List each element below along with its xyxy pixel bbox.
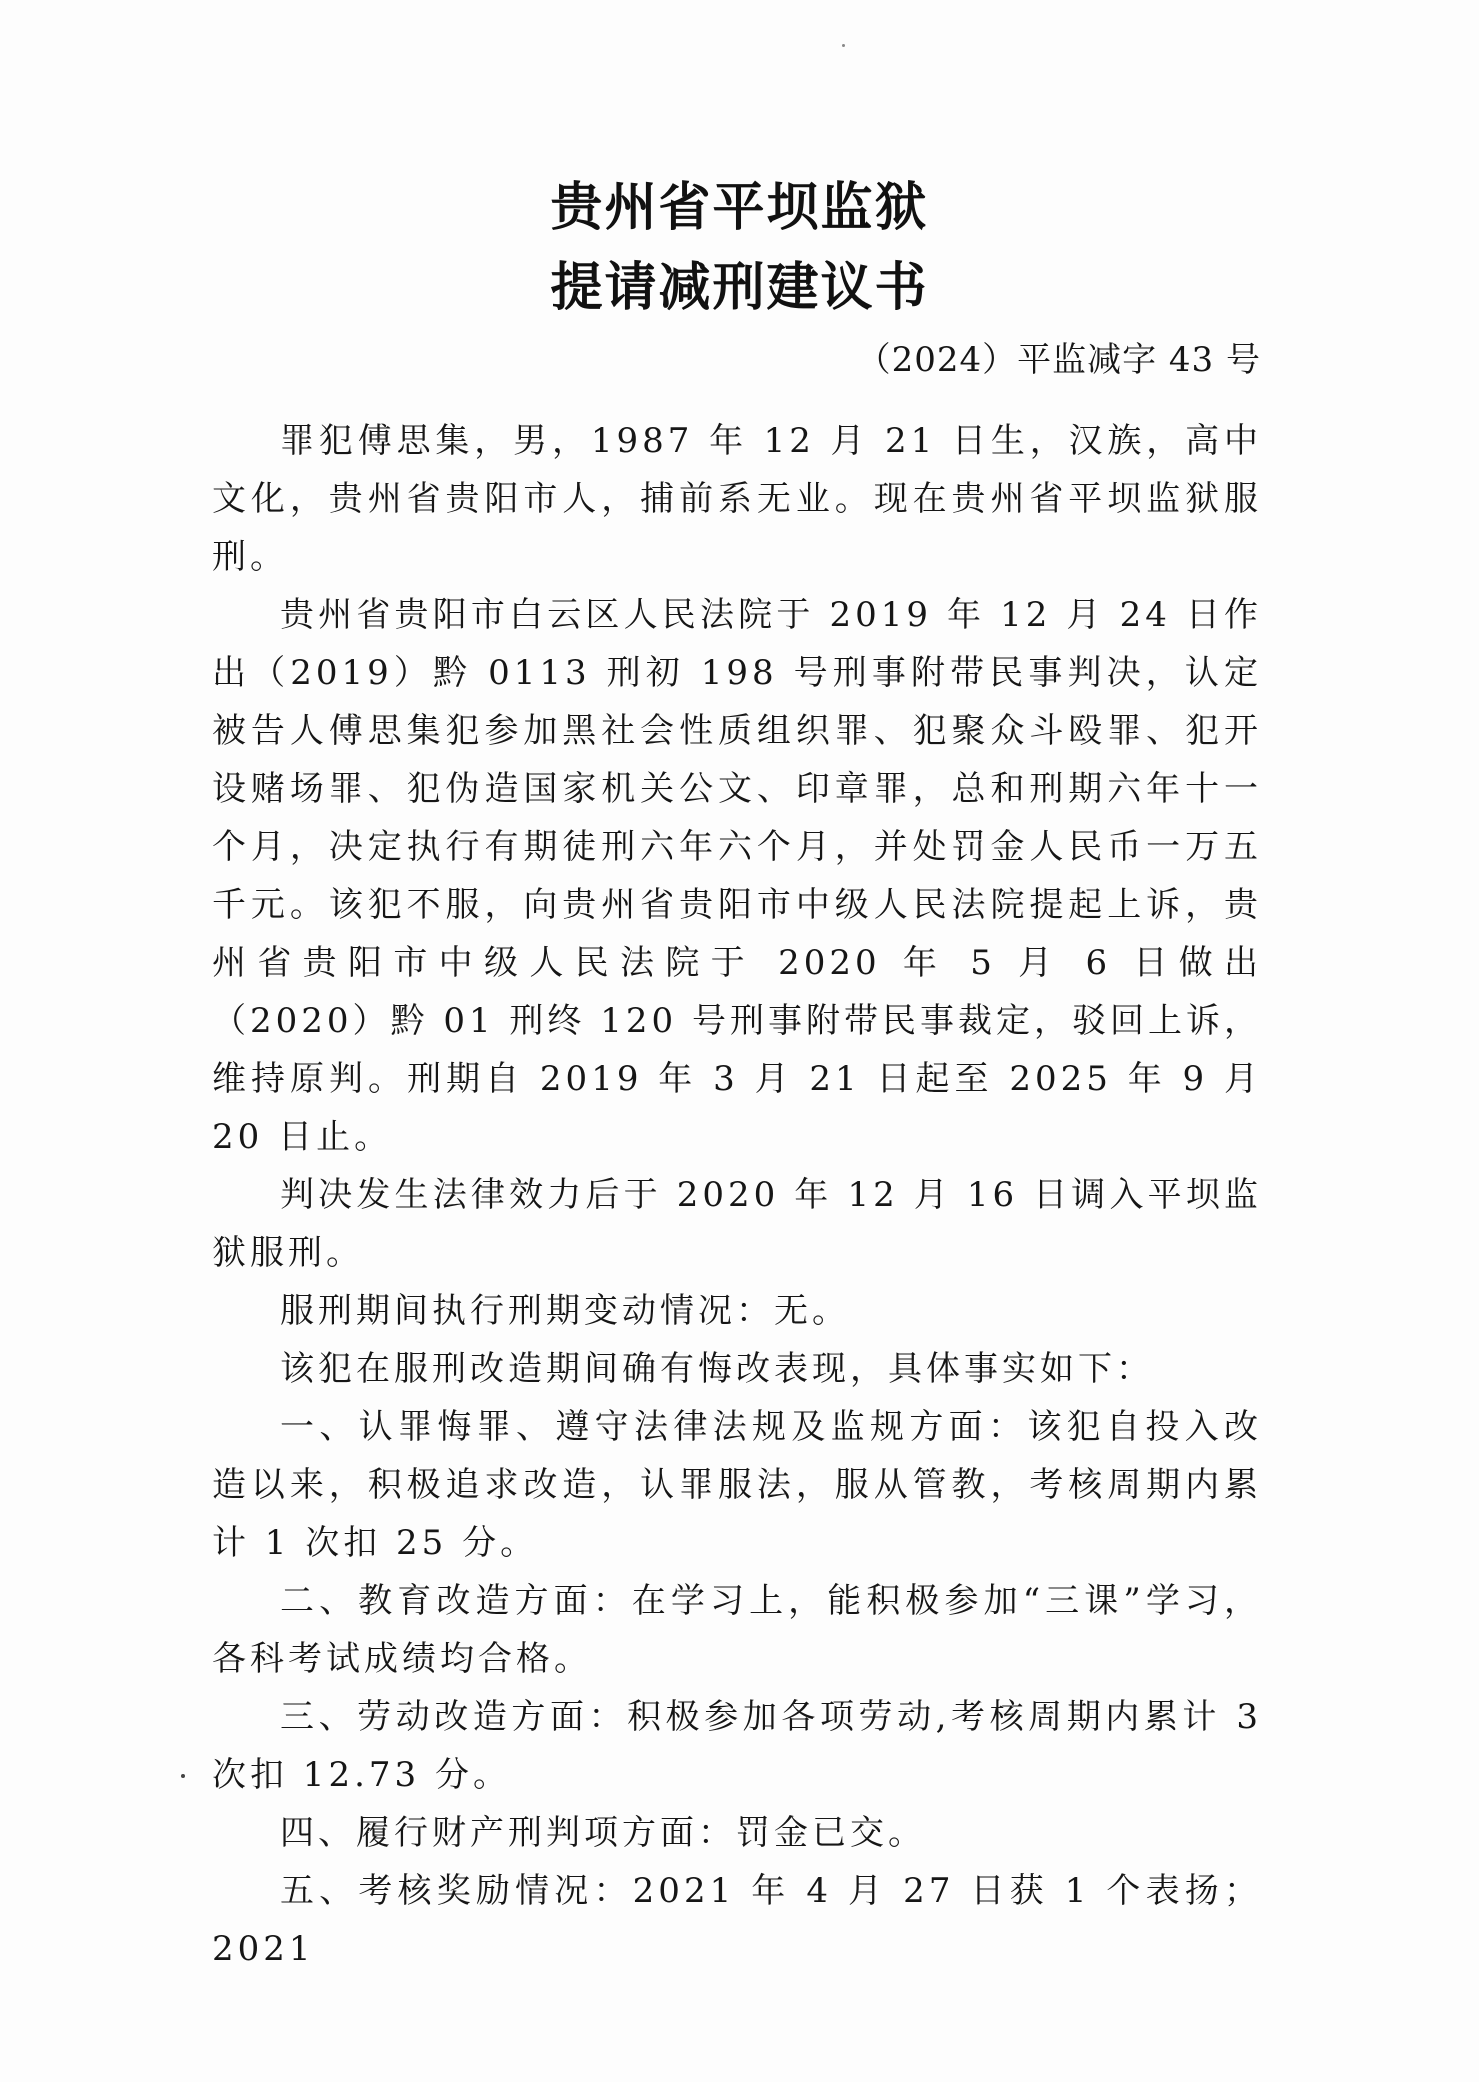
paragraph-section-1: 一、认罪悔罪、遵守法律法规及监规方面：该犯自投入改造以来，积极追求改造，认罪服法，服从管教，考核周期内累计 1 次扣 25 分。 [212,1407,1262,1563]
paragraph-section-3: 三、劳动改造方面：积极参加各项劳动,考核周期内累计 3 次扣 12.73 分。 [212,1697,1262,1795]
scan-speck [181,1774,185,1778]
scan-speck [842,44,845,47]
paragraph-judgment: 贵州省贵阳市白云区人民法院于 2019 年 12 月 24 日作出（2019）黔 0113 刑初 198 号刑事附带民事判决，认定被告人傅思集犯参加黑社会性质组织罪、犯聚众斗殴罪、犯开设赌场罪、犯伪造国家机关公文、印章罪，总和刑期六年十一个月，决定执行有期徒刑六年六个月，并处罚金人民币一万五千元。该犯不服，向贵州省贵阳市中级人民法院提起上诉，贵州省贵阳市中级人民法院于 2020 年 5 月 6 日做出（2020）黔 01 刑终 120 号刑事附带民事裁定，驳回上诉，维持原判。刑期自 2019 年 3 月 21 日起至 2025 年 9 月 20 日止。 [212,595,1262,1157]
paragraph-section-4: 四、履行财产刑判项方面：罚金已交。 [280,1813,926,1853]
paragraph-section-5: 五、考核奖励情况：2021 年 4 月 27 日获 1 个表扬；2021 [212,1871,1262,1969]
paragraph-transfer: 判决发生法律效力后于 2020 年 12 月 16 日调入平坝监狱服刑。 [212,1175,1262,1273]
paragraph-sentence-change: 服刑期间执行刑期变动情况：无。 [280,1291,850,1331]
paragraph-criminal-info: 罪犯傅思集，男，1987 年 12 月 21 日生，汉族，高中文化，贵州省贵阳市人，捕前系无业。现在贵州省平坝监狱服刑。 [212,421,1262,577]
document-title-line1: 贵州省平坝监狱 [550,178,929,238]
paragraph-section-2: 二、教育改造方面：在学习上，能积极参加“三课”学习，各科考试成绩均合格。 [212,1581,1262,1679]
document-number: （2024）平监减字 43 号 [856,340,1261,380]
document-body [212,412,1262,1978]
document-title-line2: 提请减刑建议书 [550,258,929,318]
paragraph-facts-intro: 该犯在服刑改造期间确有悔改表现，具体事实如下： [280,1349,1154,1389]
